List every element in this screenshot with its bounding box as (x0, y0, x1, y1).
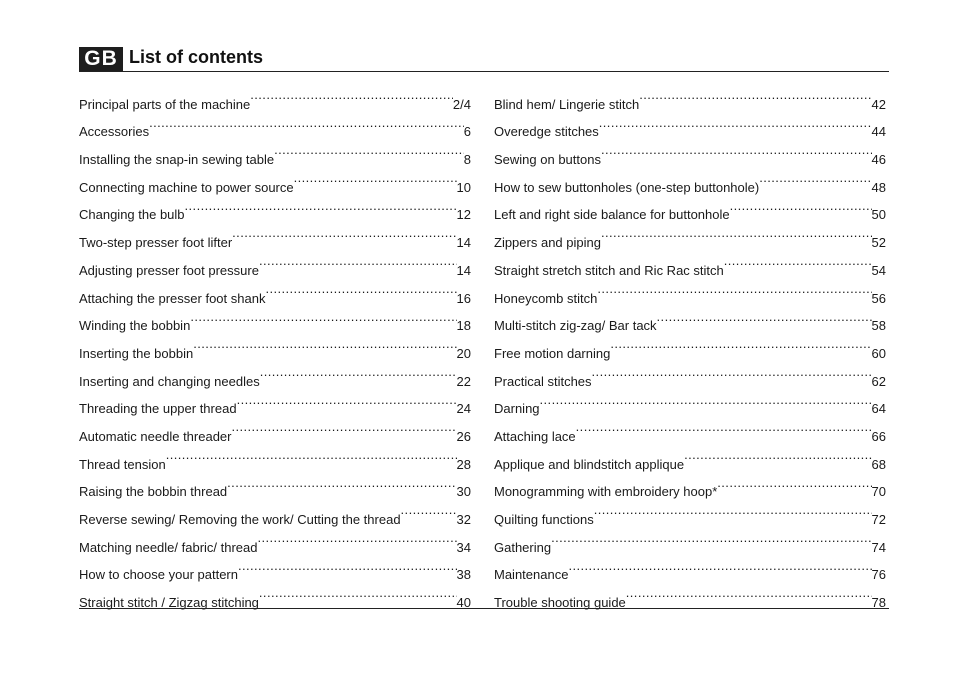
toc-leader-dots (610, 330, 871, 358)
toc-entry-title: Winding the bobbin (79, 318, 191, 334)
toc-leader-dots (260, 358, 457, 386)
toc-entry-page: 14 (456, 235, 471, 251)
toc-entry-page: 74 (871, 539, 886, 555)
toc-entry-page: 48 (871, 179, 886, 195)
toc-leader-dots (626, 579, 872, 607)
toc-entry-page: 26 (456, 428, 471, 444)
toc-leader-dots (259, 579, 457, 607)
toc-leader-dots (258, 524, 457, 552)
page-header (79, 46, 889, 72)
toc-leader-dots (684, 441, 871, 469)
toc-leader-dots (265, 275, 456, 303)
toc-entry-page: 16 (456, 290, 471, 306)
toc-entry-page: 54 (871, 262, 886, 278)
toc-entry-title: Blind hem/ Lingerie stitch (494, 96, 640, 112)
toc-entry-page: 68 (871, 456, 886, 472)
toc-entry-title: Sewing on buttons (494, 152, 601, 168)
toc-entry-page: 28 (456, 456, 471, 472)
toc-entry-title: Inserting and changing needles (79, 373, 260, 389)
toc-leader-dots (190, 303, 456, 331)
toc-entry-title: Zippers and piping (494, 235, 601, 251)
toc-entry-title: Changing the bulb (79, 207, 185, 223)
toc-leader-dots (401, 496, 457, 524)
toc-entry-title: Threading the upper thread (79, 401, 237, 417)
toc-entry-title: Straight stretch stitch and Ric Rac stitch (494, 262, 724, 278)
toc-entry[interactable] (494, 81, 886, 112)
toc-leader-dots (149, 109, 464, 137)
toc-entry-page: 76 (871, 567, 886, 583)
toc-entry-title: Installing the snap-in sewing table (79, 152, 275, 168)
toc-leader-dots (597, 275, 871, 303)
toc-entry-title: Inserting the bobbin (79, 345, 194, 361)
toc-entry-title: Attaching the presser foot shank (79, 290, 266, 306)
toc-entry-title: Reverse sewing/ Removing the work/ Cutting the thread (79, 512, 401, 527)
toc-entry-page: 60 (871, 345, 886, 361)
toc-leader-dots (185, 192, 457, 220)
toc-leader-dots (250, 81, 453, 109)
toc-entry-title: Gathering (494, 539, 552, 555)
toc-leader-dots (259, 247, 457, 275)
toc-entry-title: Raising the bobbin thread (79, 484, 228, 500)
toc-entry-title: Accessories (79, 124, 150, 140)
toc-entry[interactable] (494, 413, 886, 444)
toc-leader-dots (592, 358, 872, 386)
toc-entry-page: 2/4 (452, 96, 471, 112)
toc-entry-page: 22 (456, 373, 471, 389)
toc-entry-title: Overedge stitches (494, 124, 599, 140)
toc-entry-title: Darning (494, 401, 540, 417)
toc-leader-dots (576, 413, 872, 441)
toc-entry-page: 14 (456, 262, 471, 278)
toc-entry-page: 20 (456, 345, 471, 361)
toc-entry-title: Practical stitches (494, 373, 592, 389)
toc-leader-dots (551, 524, 871, 552)
toc-leader-dots (193, 330, 456, 358)
toc-leader-dots (231, 413, 456, 441)
toc-leader-dots (599, 109, 872, 137)
toc-entry-title: Trouble shooting guide (494, 595, 626, 611)
toc-entry-page: 46 (871, 152, 886, 168)
toc-entry-page: 56 (871, 290, 886, 306)
toc-leader-dots (759, 164, 871, 192)
toc-entry-title: Matching needle/ fabric/ thread (79, 539, 258, 555)
toc-leader-dots (568, 552, 871, 580)
toc-entry-title: How to sew buttonholes (one-step buttonhole) (494, 179, 760, 195)
toc-entry-page: 50 (871, 207, 886, 223)
toc-entry-page: 62 (871, 373, 886, 389)
toc-entry-page: 30 (456, 484, 471, 500)
toc-entry-title: Two-step presser foot lifter (79, 235, 233, 251)
toc-entry-title: Attaching lace (494, 428, 576, 444)
toc-leader-dots (227, 469, 456, 497)
toc-leader-dots (730, 192, 872, 220)
toc-leader-dots (540, 386, 872, 414)
toc-entry[interactable] (494, 552, 886, 583)
toc-entry-page: 32 (456, 512, 471, 527)
toc-leader-dots (717, 469, 871, 497)
toc-entry-page: 6 (463, 124, 471, 140)
toc-entry-title: Maintenance (494, 567, 569, 583)
toc-entry-title: Automatic needle threader (79, 428, 232, 444)
toc-entry-title: Free motion darning (494, 345, 611, 361)
toc-entry-page: 58 (871, 318, 886, 334)
toc-entry[interactable] (79, 81, 471, 112)
toc-entry-page: 72 (871, 512, 886, 527)
toc-column-left (79, 81, 471, 611)
toc-entry-title: Thread tension (79, 456, 166, 472)
toc-leader-dots (724, 247, 872, 275)
language-badge: GB (79, 47, 123, 71)
toc-entry-title: Connecting machine to power source (79, 179, 294, 195)
toc-column-right (494, 81, 886, 611)
toc-leader-dots (657, 303, 872, 331)
toc-entry-page: 34 (456, 539, 471, 555)
toc-entry-page: 40 (456, 595, 471, 611)
toc-leader-dots (166, 441, 457, 469)
toc-entry-title: Multi-stitch zig-zag/ Bar tack (494, 318, 657, 334)
toc-entry-page: 44 (871, 124, 886, 140)
toc-entry-page: 66 (871, 428, 886, 444)
toc-entry-title: Principal parts of the machine (79, 96, 251, 112)
toc-entry-title: Left and right side balance for buttonhole (494, 207, 730, 223)
toc-entry-title: Quilting functions (494, 512, 594, 527)
toc-entry-page: 8 (463, 152, 471, 168)
toc-entry-title: Honeycomb stitch (494, 290, 598, 306)
toc-leader-dots (639, 81, 871, 109)
toc-entry-page: 24 (456, 401, 471, 417)
toc-entry-title: Monogramming with embroidery hoop* (494, 484, 718, 500)
page-title: List of contents (129, 47, 263, 67)
toc-entry-page: 42 (871, 96, 886, 112)
toc-leader-dots (294, 164, 457, 192)
toc-leader-dots (274, 136, 464, 164)
toc-leader-dots (237, 386, 457, 414)
toc-entry-title: Applique and blindstitch applique (494, 456, 685, 472)
toc-entry-page: 18 (456, 318, 471, 334)
toc-entry-title: How to choose your pattern (79, 567, 238, 583)
toc-entry-title: Straight stitch / Zigzag stitching (79, 595, 259, 611)
toc-leader-dots (594, 496, 872, 524)
toc-leader-dots (232, 219, 456, 247)
toc-leader-dots (238, 552, 457, 580)
toc-entry-page: 64 (871, 401, 886, 417)
toc-entry-page: 52 (871, 235, 886, 251)
toc-entry-page: 78 (871, 595, 886, 611)
toc-entry-page: 12 (456, 207, 471, 223)
toc-leader-dots (601, 219, 872, 247)
toc-entry[interactable] (494, 386, 886, 417)
toc-entry-page: 10 (456, 179, 471, 195)
toc-entry-page: 70 (871, 484, 886, 500)
toc-entry-title: Adjusting presser foot pressure (79, 262, 259, 278)
toc-entry-page: 38 (456, 567, 471, 583)
toc-leader-dots (601, 136, 872, 164)
toc-entry[interactable] (494, 524, 886, 555)
footer-divider (79, 608, 889, 609)
